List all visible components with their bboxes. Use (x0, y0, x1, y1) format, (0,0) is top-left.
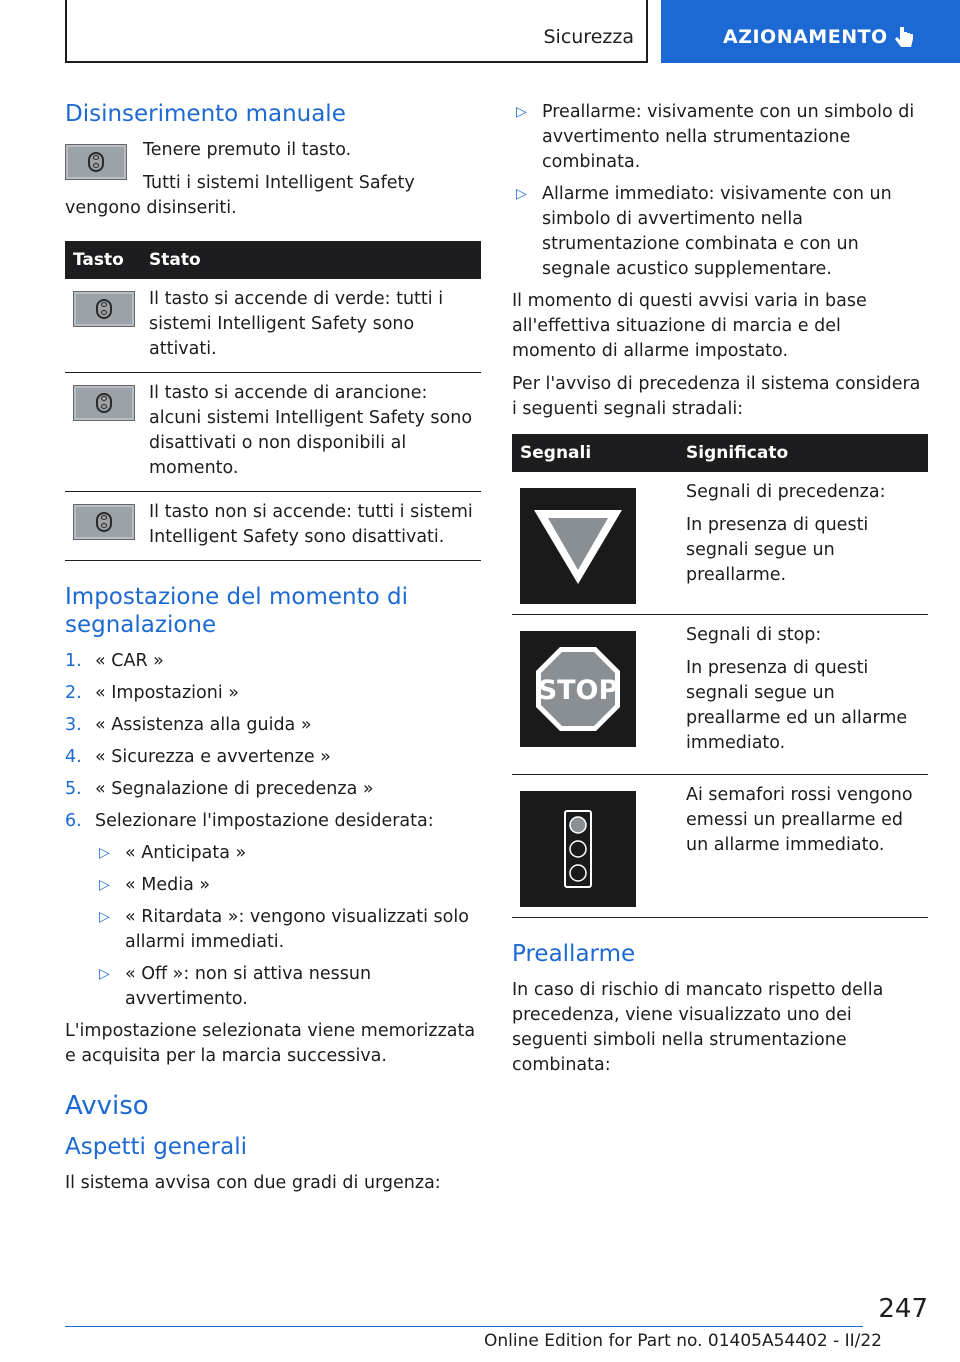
table-row (512, 775, 928, 918)
triangle-bullet-icon: ▷ (99, 877, 110, 893)
intro-text-1: Tenere premuto il tasto. (143, 140, 352, 160)
option-item: ▷ « Off »: non si attiva nessun avvertimento. (99, 964, 372, 1009)
list-item: 2. « Impostazioni » (65, 683, 239, 703)
triangle-bullet-icon: ▷ (99, 845, 110, 861)
paragraph-2: Per l'avviso di precedenza il sistema considera i seguenti segnali stradali: (512, 374, 921, 419)
table-row (65, 279, 481, 373)
chapter-tab[interactable] (661, 0, 960, 63)
page-number: 247 (878, 1294, 928, 1324)
triangle-bullet-icon: ▷ (516, 104, 527, 120)
table-row (512, 472, 928, 615)
safety-button-green-icon (73, 291, 135, 327)
warning-levels-list (512, 100, 928, 282)
option-item: ▷ « Ritardata »: vengono visualizzati solo allarmi immediati. (99, 907, 469, 952)
col-header-segnali: Segnali (512, 434, 678, 472)
right-column (512, 100, 928, 1086)
heading-impostazione: Impostazione del momento di segnalazione (65, 584, 408, 638)
heading-aspetti-generali: Aspetti generali (65, 1134, 248, 1160)
col-header-stato: Stato (141, 241, 481, 279)
edition-text: Online Edition for Part no. 01405A54402 - II/22 (483, 1331, 882, 1351)
road-signs-table (512, 434, 928, 918)
paragraph-3: In caso di rischio di mancato rispetto della precedenza, viene visualizzato uno dei seguenti simboli nella strumentazione combinata: (512, 980, 884, 1075)
table-row (65, 373, 481, 492)
safety-button-icon (65, 144, 127, 180)
yield-sign-icon (520, 488, 636, 604)
section-title: Sicurezza (543, 26, 634, 48)
status-text: Il tasto si accende di arancione: alcuni sistemi Intelligent Safety sono disattivati o non disponibili al momento. (141, 373, 481, 492)
paragraph-1: Il momento di questi avvisi varia in base all'effettiva situazione di marcia e del momento di allarme impostato. (512, 291, 867, 361)
intro-text-2: Tutti i sistemi Intelligent Safety vengono disinseriti. (65, 173, 415, 218)
col-header-tasto: Tasto (65, 241, 141, 279)
option-item: ▷ « Media » (95, 873, 481, 898)
chapter-title: AZIONAMENTO (723, 26, 888, 48)
stop-sign-icon (520, 631, 636, 747)
col-header-significato: Significato (678, 434, 928, 472)
options-list (95, 841, 481, 1012)
header-section-box (65, 0, 648, 63)
list-item: 3. « Assistenza alla guida » (65, 715, 312, 735)
table-row (512, 615, 928, 775)
triangle-bullet-icon: ▷ (99, 966, 110, 982)
steps-list (65, 649, 481, 1012)
triangle-bullet-icon: ▷ (99, 909, 110, 925)
status-text: Il tasto si accende di verde: tutti i sistemi Intelligent Safety sono attivati. (141, 279, 481, 373)
triangle-bullet-icon: ▷ (516, 186, 527, 202)
heading-avviso: Avviso (65, 1091, 149, 1121)
left-column (65, 100, 481, 1204)
list-item: 1. « CAR » (65, 651, 164, 671)
heading-disinserimento: Disinserimento manuale (65, 101, 346, 127)
sign-meaning: Segnali di stop: In presenza di questi segnali segue un preallarme ed un allarme immediato. (678, 615, 928, 775)
option-item: ▷ « Anticipata » (95, 841, 481, 866)
button-status-table (65, 241, 481, 561)
list-item: 4. « Sicurezza e avvertenze » (65, 747, 331, 767)
general-text: Il sistema avvisa con due gradi di urgenza: (65, 1173, 441, 1193)
stop-sign-text: STOP (537, 675, 619, 706)
table-row (65, 492, 481, 561)
traffic-light-icon (520, 791, 636, 907)
heading-preallarme: Preallarme (512, 941, 636, 967)
footer-divider (65, 1326, 863, 1327)
hand-pointer-icon (893, 26, 915, 52)
sign-meaning: Ai semafori rossi vengono emessi un preallarme ed un allarme immediato. (678, 775, 928, 918)
list-item: 5. « Segnalazione di precedenza » (65, 779, 374, 799)
list-item: ▷ Allarme immediato: visivamente con un simbolo di avvertimento nella strumentazione combinata e con un segnale acustico supplementare. (516, 184, 892, 279)
after-text: L'impostazione selezionata viene memorizzata e acquisita per la marcia successiva. (65, 1021, 476, 1066)
status-text: Il tasto non si accende: tutti i sistemi Intelligent Safety sono disattivati. (141, 492, 481, 561)
list-item: 6. Selezionare l'impostazione desiderata: ▷ « Anticipata » ▷ « Media » ▷ « Ritardata »: vengono visualizzati solo allarmi immediati. ▷ « Off »: non si attiva nessun avvertimento. (65, 809, 481, 1012)
intro-block (65, 138, 481, 221)
safety-button-off-icon (73, 504, 135, 540)
list-item: ▷ Preallarme: visivamente con un simbolo di avvertimento nella strumentazione combinata. (516, 102, 915, 172)
sign-meaning: Segnali di precedenza: In presenza di questi segnali segue un preallarme. (678, 472, 928, 615)
safety-button-orange-icon (73, 385, 135, 421)
